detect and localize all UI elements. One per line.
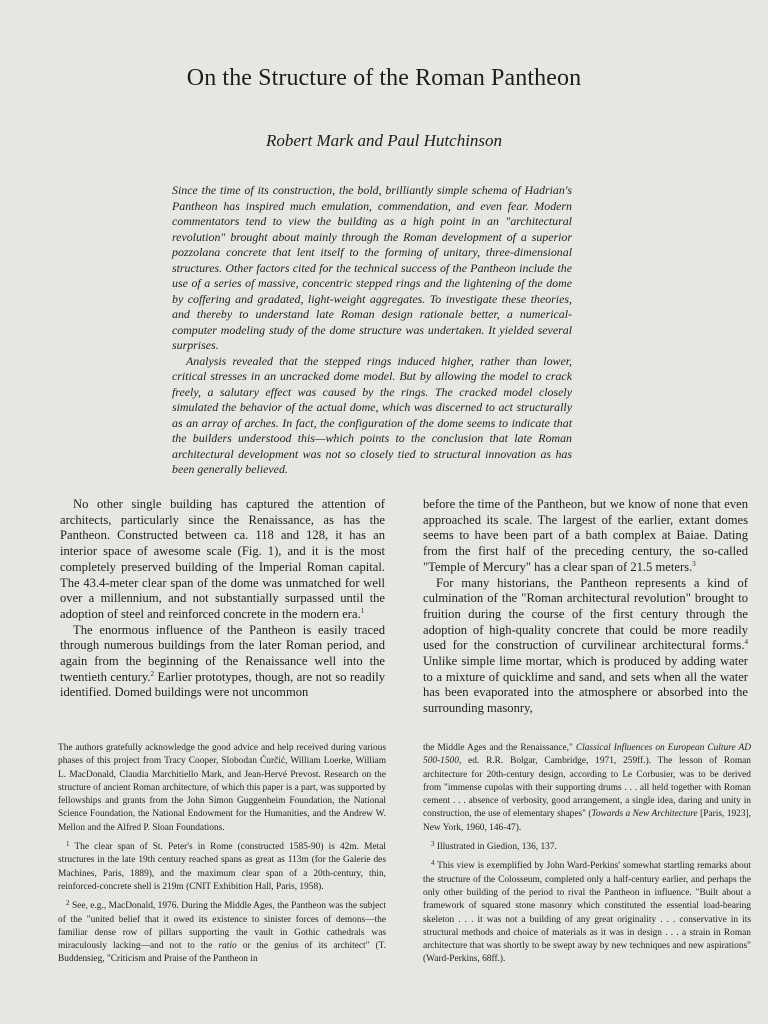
footnote-number: 2 (66, 899, 70, 908)
footnote-text: The clear span of St. Peter's in Rome (constructed 1585-90) is 42m. Metal structures in the late 19th century reached spans as great as 113m (for the Galerie des Machines, Paris, 1889), and the maximum clear span of a 20th-century, thin, reinforced-concrete shell is 219m (CNIT Exhibition Hall, Paris, 1958). (58, 842, 386, 892)
body-paragraph (423, 576, 748, 717)
footnote-text: or the genius of its architect" (T. Buddensieg, "Criticism and Praise of the Pantheon in (58, 941, 386, 965)
authors-line: Robert Mark and Paul Hutchinson (265, 131, 503, 150)
body-text: Earlier prototypes, though, are not so readily identified. Domed buildings were not uncommon (60, 669, 385, 700)
footnote-4 (423, 857, 751, 966)
footnote-1 (58, 838, 386, 894)
body-text: No other single building has captured the attention of architects, particularly since the Renaissance, as has the Pantheon. Constructed between ca. 118 and 128, it has an interior space of awesome scale (Fig. 1), and it is the most completely preserved building of the Imperial Roman capital. The 43.4-meter clear span of the dome was unmatched for well over a millennium, and not substantially surpassed until the adoption of steel and reinforced concrete in the modern era. (60, 497, 385, 621)
footnote-text: the Middle Ages and the Renaissance," (423, 743, 576, 753)
footnote-ref: 3 (692, 559, 696, 568)
acknowledgment-note: The authors gratefully acknowledge the good advice and help received during various phases of this project from Tracy Cooper, Slobodan Ćurčić, William Loerke, William L. MacDonald, Claudia Marchitiello Mark, and Jean-Hervé Prevost. Research on the structure of ancient Roman architecture, of which this paper is a part, was supported by fellowships and grants from the John Simon Guggenheim Foundation, the National Science Foundation, the National Endowment for the Humanities, and the Andrew W. Mellon and the Alfred P. Sloan Foundations. (58, 743, 386, 833)
footnote-text: See, e.g., MacDonald, 1976. During the Middle Ages, the Pantheon was the subject of the "united belief that it owed its existence to sinister forces of demons—the familiar dense row of pillars supporting the vault in Gothic cathedrals was miraculously lacking—and not to the (58, 901, 386, 952)
body-paragraph (60, 623, 385, 702)
body-paragraph (60, 497, 385, 623)
body-text: before the time of the Pantheon, but we know of none that even approached its scale. The largest of the earlier, extant domes seems to have been part of a bath complex at Baiae. Dating from the first half of the preceding century, the so-called "Temple of Mercury" has a clear span of 21.5 meters. (423, 497, 748, 574)
footnote-2 (58, 897, 386, 966)
footnote-number: 4 (431, 859, 435, 868)
footnote-text: [Paris, 1923], New York, 1960, 146-47). (423, 809, 751, 833)
footnote-ref: 4 (744, 638, 748, 647)
abstract-paragraph: Since the time of its construction, the bold, brilliantly simple schema of Hadrian's Pantheon has inspired much emulation, commendation, and even fear. Modern commentators tend to view the building as a high point in an "architectural revolution" brought about mainly through the Roman development of a superior pozzolana concrete that lent itself to the forming of unitary, three-dimensional structures. Other factors cited for the technical success of the Pantheon include the use of a series of massive, concentric stepped rings and the lightening of the dome by coffering and gradated, light-weight aggregates. To investigate these theories, and thereby to understand late Roman design rationale better, a numerical-computer modeling study of the dome structure was undertaken. It yielded several surprises. (172, 183, 572, 352)
footnote-ref: 1 (360, 606, 365, 615)
abstract-paragraph: Analysis revealed that the stepped rings induced higher, rather than lower, critical stresses in an uncracked dome model. But by allowing the model to crack freely, a salutary effect was caused by the rings. The cracked model closely simulated the behavior of the actual dome, which was discerned to act structurally as an array of arches. In fact, the configuration of the dome seems to indicate that the builders understood this—which points to the conclusion that late Roman architectural development was not so closely tied to structural innovation as has been generally believed. (172, 353, 572, 476)
footnote-number: 1 (66, 840, 70, 849)
body-text: For many historians, the Pantheon represents a kind of culmination of the "Roman architectural revolution" brought to fruition during the course of the first century through the adoption of high-quality concrete that could be more readily used for the construction of curvilinear architectural forms. (423, 575, 748, 653)
footnote-2-continued (423, 742, 751, 835)
footnote-ref: 2 (150, 669, 154, 678)
footnote-italic: Classical Influences on European Culture AD 500-1500 (423, 743, 751, 767)
body-column-right (423, 497, 748, 717)
footnote-text: This view is exemplified by John Ward-Perkins' somewhat startling remarks about the structure of the Colosseum, completed only a half-century earlier, and perhaps the only other building of the period to rival the Pantheon in influence. "Built about a framework of squared stone masonry which constituted the essential load-bearing skeleton . . . it was not a building of any great originality . . . conservative in its structural methods and choice of materials as it was in design . . . a strain in Roman architecture that was shortly to be swept away by new techniques and new aspirations" (Ward-Perkins, 68ff.). (423, 861, 751, 965)
body-paragraph (423, 497, 748, 576)
footnote-3 (423, 838, 751, 854)
body-column-left (60, 497, 385, 701)
footnote-italic: ratio (218, 941, 237, 952)
body-text: Unlike simple lime mortar, which is produced by adding water to a mixture of quicklime and sand, and sets when all the water has been evaporated into the atmosphere or absorbed into the surrounding masonry, (423, 654, 748, 716)
footnote-text: Illustrated in Giedion, 136, 137. (434, 842, 557, 853)
footnotes-right (423, 742, 751, 970)
footnotes-left (58, 742, 386, 970)
footnote-italic: Towards a New Architecture (591, 809, 698, 820)
footnote-number: 3 (431, 840, 435, 849)
abstract (172, 183, 572, 478)
page-title: On the Structure of the Roman Pantheon (186, 65, 582, 91)
body-text: The enormous influence of the Pantheon is easily traced through numerous buildings from the later Roman period, and again from the beginning of the Renaissance well into the twentieth century. (60, 622, 385, 684)
footnote-text: , ed. R.R. Bolgar, Cambridge, 1971, 259ff.). The lesson of Roman architecture for 20th-century design, according to Le Corbusier, was to be derived from "immense cupolas with their supporting drums . . . all held together with Roman cement . . . absence of verbosity, good arrangement, a single idea, daring and unity in construction, the use of elementary shapes" ( (423, 756, 751, 820)
